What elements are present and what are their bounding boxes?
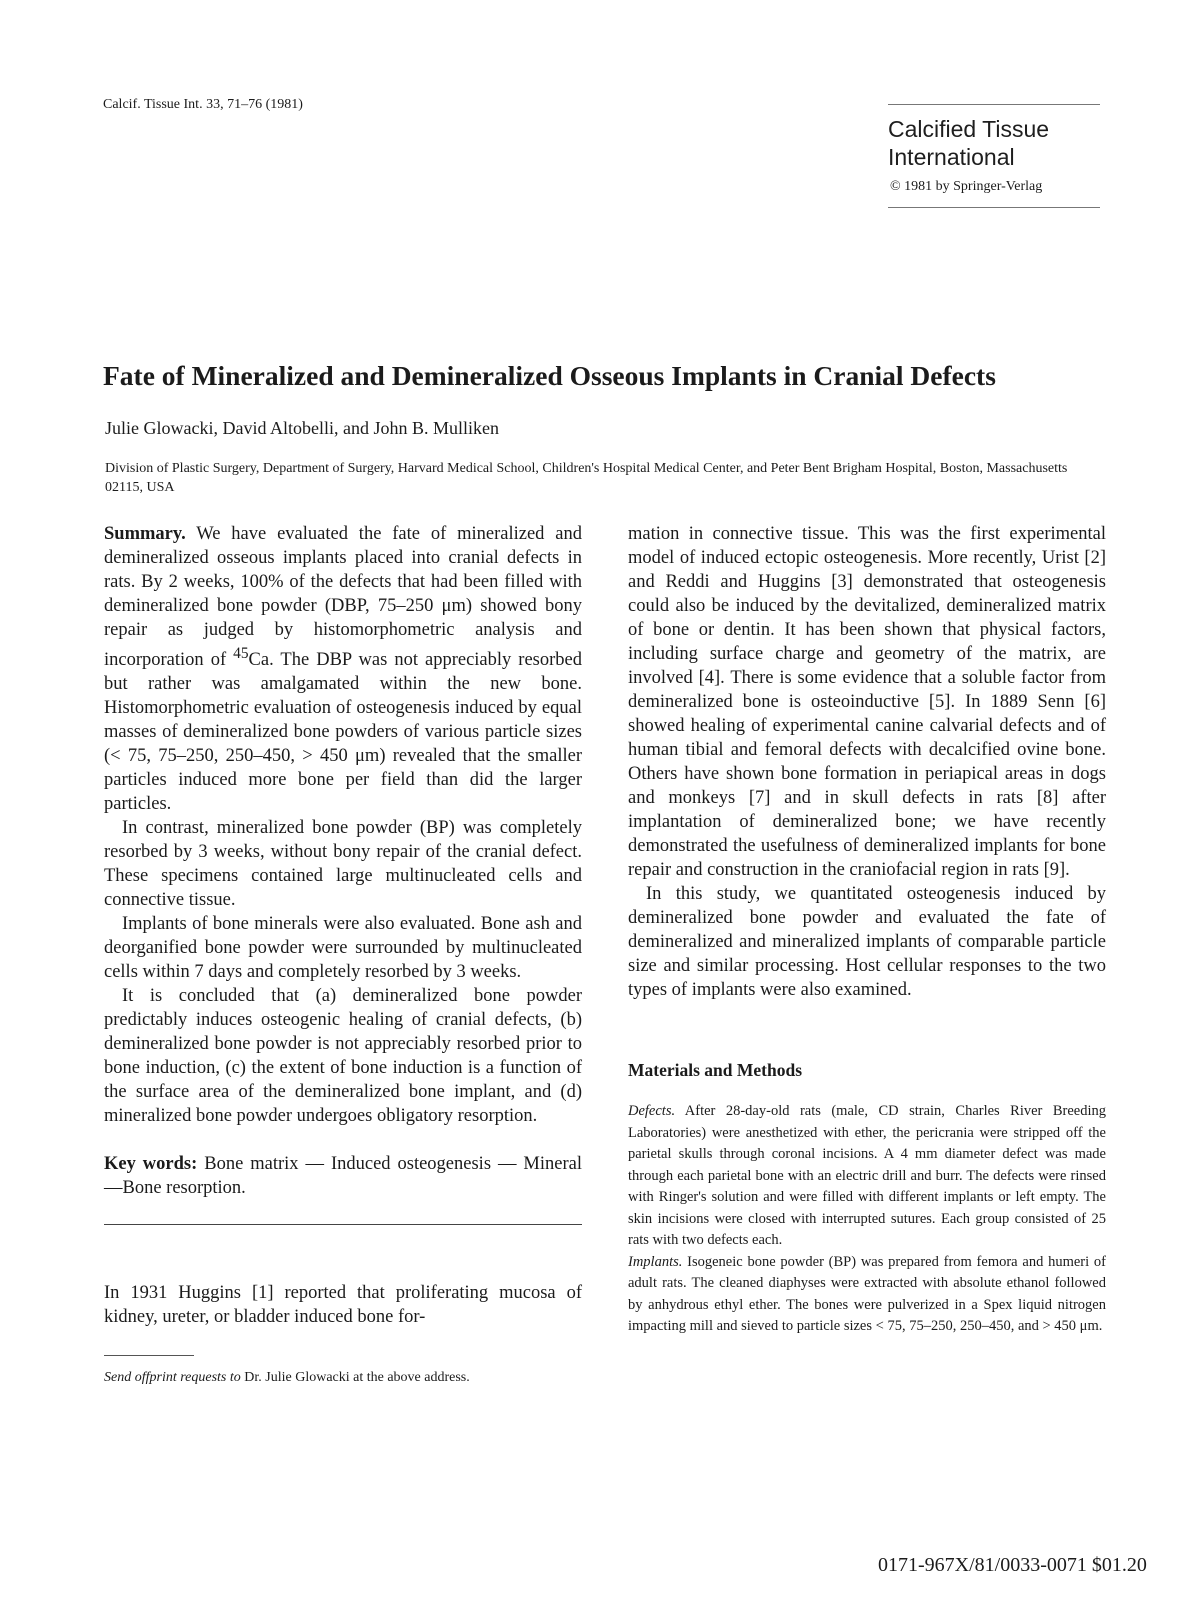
offprint-footnote bbox=[104, 1368, 582, 1388]
summary-paragraph-3: Implants of bone minerals were also evaluated. Bone ash and deorganified bone powder were surrounded by multinucleated cells within 7 days and completely resorbed by 3 weeks. bbox=[104, 914, 582, 983]
author-list: Julie Glowacki, David Altobelli, and John B. Mulliken bbox=[105, 418, 499, 438]
journal-masthead bbox=[888, 104, 1100, 208]
summary-paragraph-1 bbox=[104, 522, 582, 816]
journal-name bbox=[888, 115, 1100, 171]
summary-paragraph-4: It is concluded that (a) demineralized bone powder predictably induces osteogenic healing of cranial defects, (b) demineralized bone powder is not appreciably resorbed prior to bone induction, (c) the extent of bone induction is a function of the surface area of the demineralized bone implant, and (d) mineralized bone powder undergoes obligatory resorption. bbox=[104, 986, 582, 1127]
abstract-divider bbox=[104, 1224, 582, 1225]
left-column bbox=[104, 522, 582, 1388]
summary-text-1b: Ca. The DBP was not appreciably resorbed but rather was amalgamated within the new bone. Histomorphometric evaluation of osteogenesis induced by equal masses of demineralized bone powders of various particle sizes (< 75, 75–250, 250–450, > 450 μm) revealed that the smaller particles induced more bone per field than did the larger particles. bbox=[104, 650, 583, 815]
article-title: Fate of Mineralized and Demineralized Osseous Implants in Cranial Defects bbox=[103, 360, 996, 391]
journal-citation: Calcif. Tissue Int. 33, 71–76 (1981) bbox=[103, 97, 303, 112]
footnote-divider bbox=[104, 1355, 194, 1356]
copyright-notice: © 1981 by Springer-Verlag bbox=[890, 179, 1043, 194]
journal-name-line2: International bbox=[888, 144, 1015, 170]
implants-subheading: Implants. bbox=[628, 1253, 683, 1270]
summary-label: Summary. bbox=[104, 524, 186, 544]
methods-implants-paragraph bbox=[628, 1252, 1106, 1338]
keywords-text: Bone matrix — Induced osteogenesis — Mineral —Bone resorption. bbox=[104, 1154, 582, 1199]
implants-text: Isogeneic bone powder (BP) was prepared from femora and humeri of adult rats. The cleaned diaphyses were extracted with absolute ethanol followed by anhydrous ethyl ether. The bones were pulverized in a Spex liquid nitrogen impacting mill and sieved to particle sizes < 75, 75–250, 250–450, and > 450 μm. bbox=[628, 1253, 1106, 1334]
footnote-text: Dr. Julie Glowacki at the above address. bbox=[240, 1370, 470, 1386]
isotope-superscript: 45 bbox=[233, 645, 249, 662]
footnote-italic: Send offprint requests to bbox=[104, 1370, 241, 1386]
intro-paragraph-2: In this study, we quantitated osteogenesis induced by demineralized bone powder and evaluated the fate of demineralized and mineralized implants of comparable particle size and similar processing. Host cellular responses to the two types of implants were also examined. bbox=[628, 884, 1106, 1000]
summary-text-1a: We have evaluated the fate of mineralized and demineralized osseous implants placed into cranial defects in rats. By 2 weeks, 100% of the defects that had been filled with demineralized bone powder (DBP, 75–250 μm) showed bony repair as judged by histomorphometric analysis and incorporation of bbox=[104, 524, 582, 671]
journal-name-line1: Calcified Tissue bbox=[888, 116, 1050, 142]
intro-paragraph-1-start: In 1931 Huggins [1] reported that proliferating mucosa of kidney, ureter, or bladder induced bone for- bbox=[104, 1283, 582, 1328]
keywords-label: Key words: bbox=[104, 1154, 198, 1175]
defects-text: After 28-day-old rats (male, CD strain, Charles River Breeding Laboratories) were anesthetized with ether, the pericrania were stripped off the parietal skulls through coronal incisions. A 4 mm diameter defect was made through each parietal bone with an electric drill and burr. The defects were rinsed with Ringer's solution and were filled with different implants or left empty. The skin incisions were closed with interrupted sutures. Each group consisted of 25 rats with two defects each. bbox=[628, 1103, 1106, 1248]
author-affiliation: Division of Plastic Surgery, Department of Surgery, Harvard Medical School, Children's Hospital Medical Center, and Peter Bent Brigham Hospital, Boston, Massachusetts 02115, USA bbox=[105, 461, 1068, 495]
methods-heading: Materials and Methods bbox=[628, 1060, 803, 1080]
keywords bbox=[104, 1152, 582, 1200]
defects-subheading: Defects. bbox=[628, 1103, 676, 1119]
intro-paragraph-1-continued: mation in connective tissue. This was the first experimental model of induced ectopic osteogenesis. More recently, Urist [2] and Reddi and Huggins [3] demonstrated that osteogenesis could also be induced by the devitalized, demineralized matrix of bone or dentin. It has been shown that physical factors, including surface charge and geometry of the matrix, are involved [4]. There is some evidence that a soluble factor from demineralized bone is osteoinductive [5]. In 1889 Senn [6] showed healing of experimental canine calvarial defects and of human tibial and femoral defects with decalcified ovine bone. Others have shown bone formation in periapical areas in dogs and monkeys [7] and in skull defects in rats [8] after implantation of demineralized bone; we have recently demonstrated the usefulness of demineralized implants for bone repair and construction in the craniofacial region in rats [9]. bbox=[628, 524, 1106, 880]
right-column bbox=[628, 522, 1106, 1338]
price-code: 0171-967X/81/0033-0071 $01.20 bbox=[878, 1554, 1147, 1576]
summary-paragraph-2: In contrast, mineralized bone powder (BP) was completely resorbed by 3 weeks, without bony repair of the cranial defect. These specimens contained large multinucleated cells and connective tissue. bbox=[104, 818, 582, 911]
methods-defects-paragraph bbox=[628, 1101, 1106, 1252]
